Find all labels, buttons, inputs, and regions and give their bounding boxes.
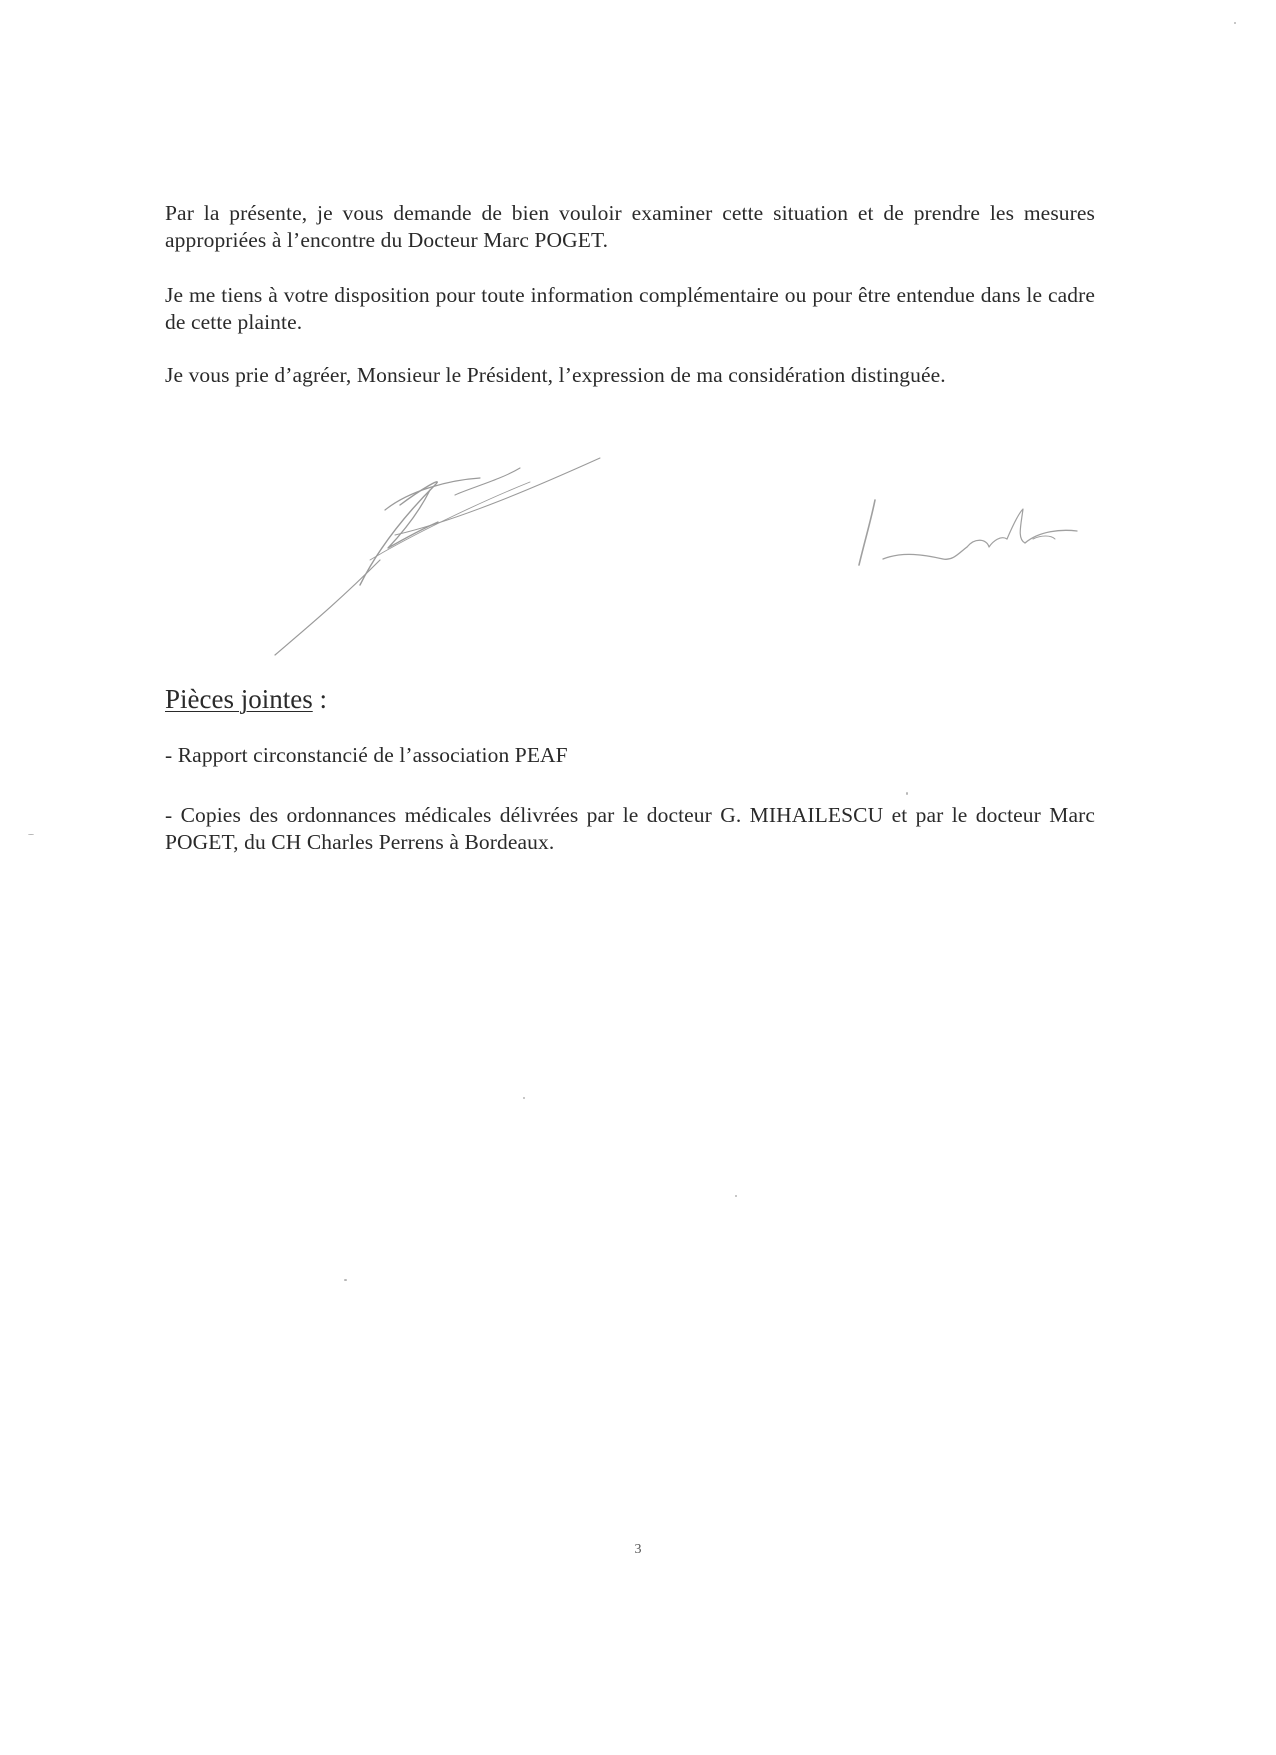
closing-request-paragraph: Par la présente, je vous demande de bien vouloir examiner cette situation et de prendre les mesures appropriées à l’encontre du Docteur Marc POGET. xyxy=(165,201,1095,252)
scan-speck xyxy=(735,1195,737,1197)
salutation-paragraph: Je vous prie d’agréer, Monsieur le Président, l’expression de ma considération distinguée. xyxy=(165,363,946,387)
scan-speck xyxy=(28,834,34,835)
page-number: 3 xyxy=(634,1542,642,1557)
scan-speck xyxy=(523,1097,525,1099)
handwritten-signature-icon xyxy=(270,450,690,660)
scan-speck xyxy=(1234,22,1236,24)
availability-paragraph: Je me tiens à votre disposition pour toute information complémentaire ou pour être entendue dans le cadre de cette plainte. xyxy=(165,283,1095,334)
attachments-heading-label: Pièces jointes xyxy=(165,684,313,714)
scan-speck xyxy=(906,792,908,795)
attachments-heading xyxy=(165,683,327,715)
attachment-item: - Rapport circonstancié de l’association PEAF xyxy=(165,743,568,767)
attachment-item: - Copies des ordonnances médicales délivrées par le docteur G. MIHAILESCU et par le docteur Marc POGET, du CH Charles Perrens à Bordeaux. xyxy=(165,803,1095,854)
scan-speck xyxy=(344,1279,347,1281)
handwritten-signature-icon xyxy=(855,495,1095,585)
attachments-heading-colon: : xyxy=(312,684,327,714)
